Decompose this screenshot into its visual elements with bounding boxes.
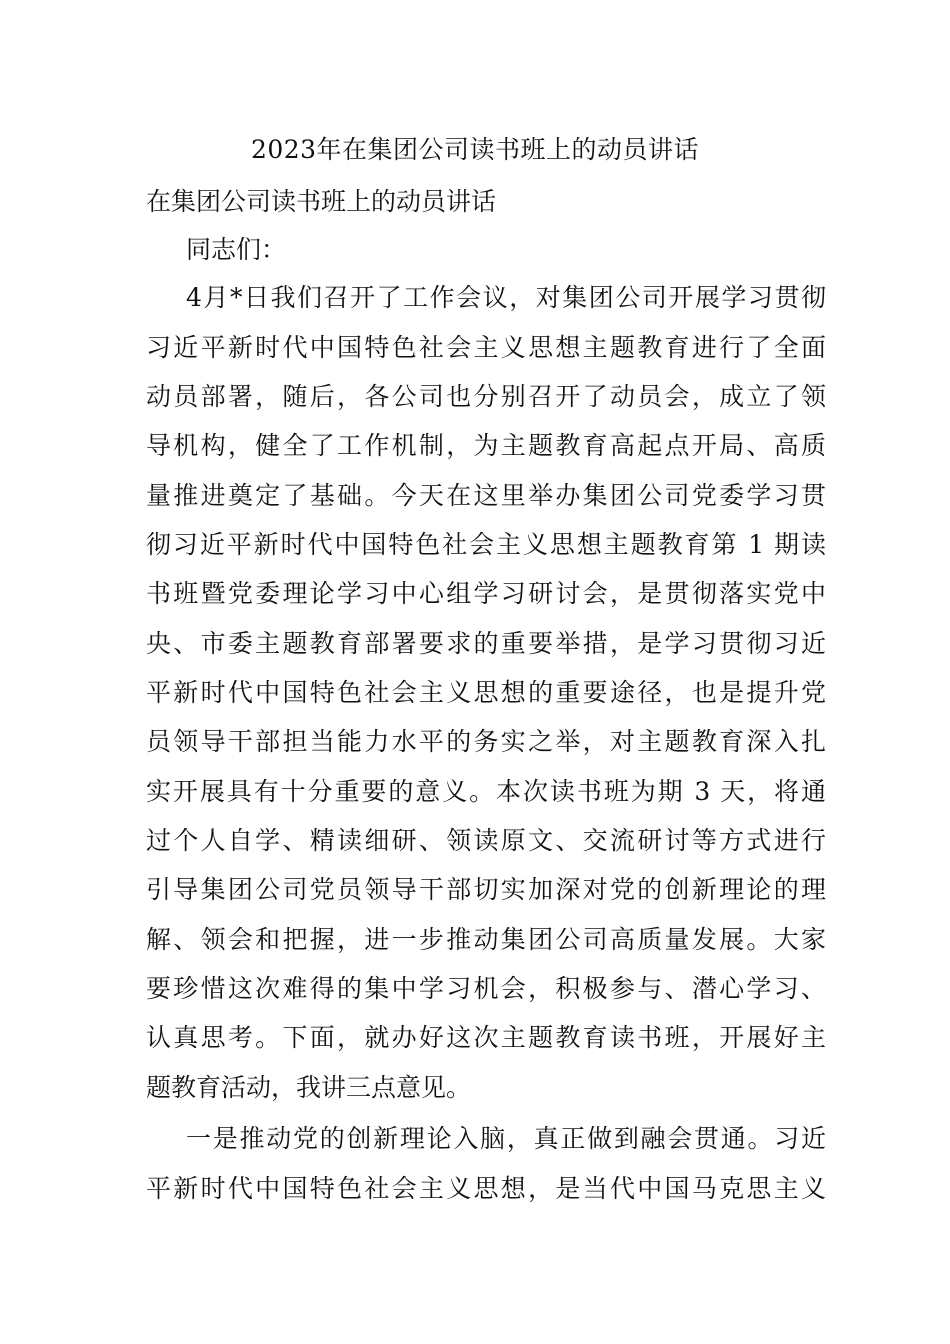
paragraph-1-line: 引导集团公司党员领导干部切实加深对党的创新理论的理 <box>146 875 826 904</box>
salutation: 同志们： <box>186 235 287 264</box>
paragraph-1-line: 彻习近平新时代中国特色社会主义思想主题教育第 1 期读 <box>146 530 826 559</box>
paragraph-1-line: 解、领会和把握，进一步推动集团公司高质量发展。大家 <box>146 925 826 954</box>
document-title: 2023年在集团公司读书班上的动员讲话 <box>250 135 700 164</box>
paragraph-1-line: 平新时代中国特色社会主义思想的重要途径，也是提升党 <box>146 678 826 707</box>
paragraph-1-line: 习近平新时代中国特色社会主义思想主题教育进行了全面 <box>146 333 826 362</box>
paragraph-1-line: 书班暨党委理论学习中心组学习研讨会，是贯彻落实党中 <box>146 579 826 608</box>
paragraph-1-line: 实开展具有十分重要的意义。本次读书班为期 3 天，将通 <box>146 777 826 806</box>
paragraph-1-line: 导机构，健全了工作机制，为主题教育高起点开局、高质 <box>146 431 826 460</box>
paragraph-1-line: 过个人自学、精读细研、领读原文、交流研讨等方式进行 <box>146 826 826 855</box>
paragraph-1-line: 4月*日我们召开了工作会议，对集团公司开展学习贯彻 <box>186 283 826 312</box>
paragraph-1-line: 量推进奠定了基础。今天在这里举办集团公司党委学习贯 <box>146 481 826 510</box>
paragraph-2-line: 一是推动党的创新理论入脑，真正做到融会贯通。习近 <box>186 1124 826 1153</box>
paragraph-1-line: 央、市委主题教育部署要求的重要举措，是学习贯彻习近 <box>146 629 826 658</box>
paragraph-1-line: 题教育活动，我讲三点意见。 <box>146 1073 472 1102</box>
document-subtitle: 在集团公司读书班上的动员讲话 <box>146 187 497 216</box>
paragraph-1-line: 要珍惜这次难得的集中学习机会，积极参与、潜心学习、 <box>146 974 826 1003</box>
paragraph-1-line: 动员部署，随后，各公司也分别召开了动员会，成立了领 <box>146 382 826 411</box>
paragraph-1-line: 员领导干部担当能力水平的务实之举，对主题教育深入扎 <box>146 727 826 756</box>
paragraph-2-line: 平新时代中国特色社会主义思想，是当代中国马克思主义 <box>146 1174 826 1203</box>
paragraph-1-line: 认真思考。下面，就办好这次主题教育读书班，开展好主 <box>146 1023 826 1052</box>
